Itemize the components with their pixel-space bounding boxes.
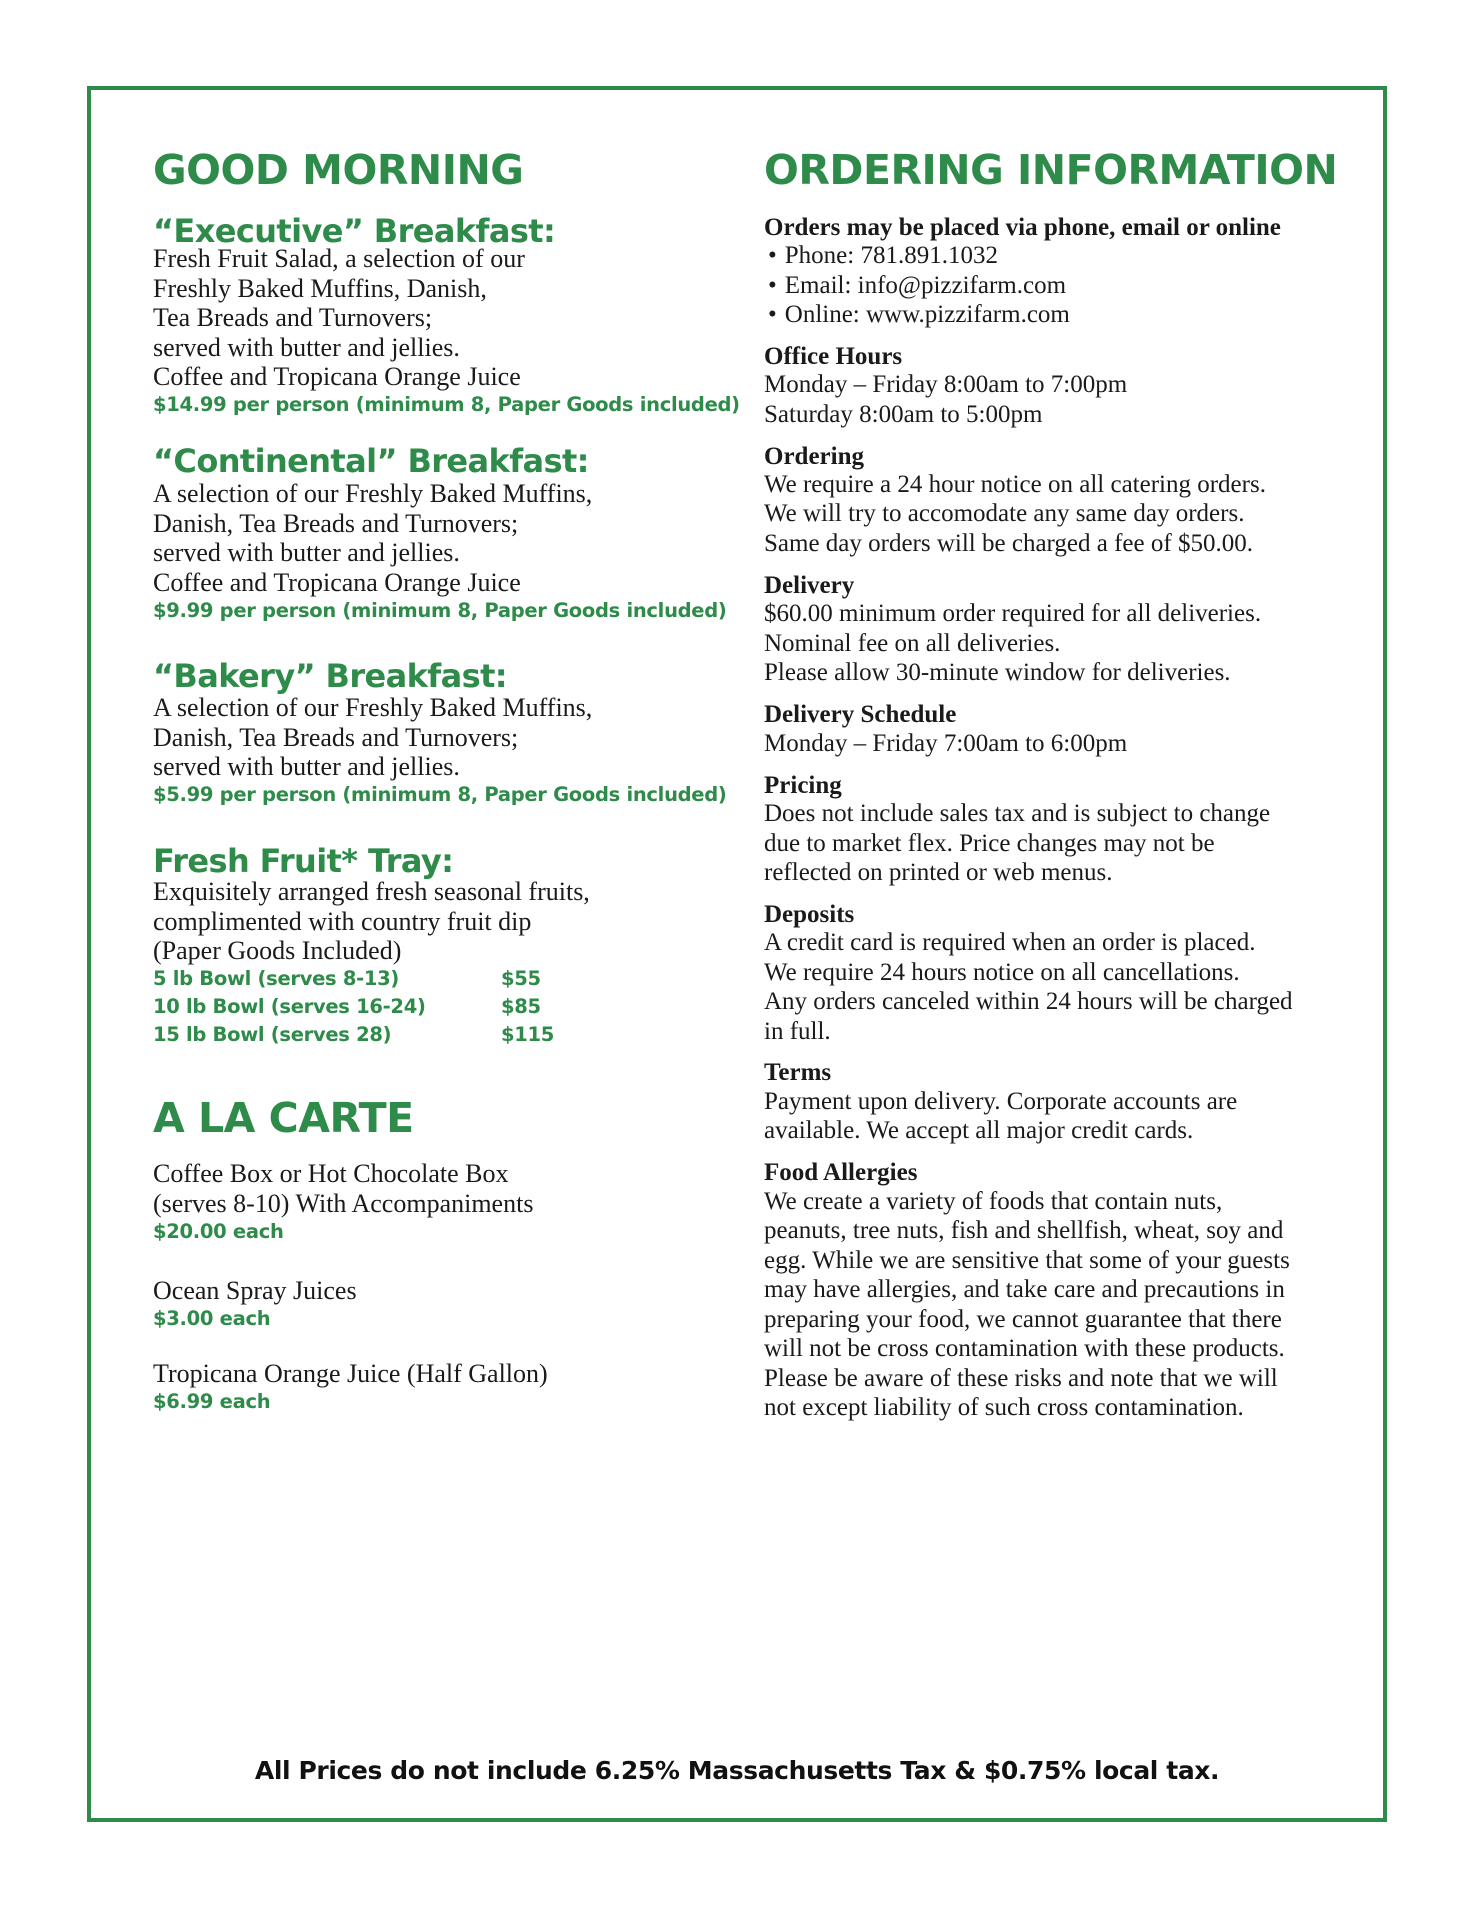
executive-desc-line: Coffee and Tropicana Orange Juice	[153, 362, 521, 391]
executive-price: $14.99 per person (minimum 8, Paper Goods included)	[153, 393, 740, 416]
food-allergies-line: preparing your food, we cannot guarantee that there	[764, 1306, 1282, 1333]
ordering-intro-head: Orders may be placed via phone, email or online	[764, 214, 1281, 241]
fruit-tray-size: 10 lb Bowl (serves 16-24)	[153, 995, 426, 1018]
fruit-tray-size-price: $115	[501, 1023, 555, 1046]
office-hours-head: Office Hours	[764, 343, 903, 370]
delivery-schedule-line: Monday – Friday 7:00am to 6:00pm	[764, 730, 1128, 757]
a-la-carte-title: A LA CARTE	[153, 1094, 414, 1142]
continental-desc-line: Coffee and Tropicana Orange Juice	[153, 568, 521, 597]
food-allergies-line: peanuts, tree nuts, fish and shellfish, wheat, soy and	[764, 1217, 1284, 1244]
fruit-tray-size-price: $85	[501, 995, 541, 1018]
executive-desc-line: Fresh Fruit Salad, a selection of our	[153, 244, 525, 273]
pricing-line: Does not include sales tax and is subject to change	[764, 800, 1271, 827]
terms-line: Payment upon delivery. Corporate accounts are	[764, 1088, 1238, 1115]
ordering-line: Same day orders will be charged a fee of $50.00.	[764, 530, 1253, 557]
executive-breakfast-title: “Executive” Breakfast:	[153, 212, 556, 250]
a-la-carte-item-line: Ocean Spray Juices	[153, 1276, 357, 1305]
delivery-line: Nominal fee on all deliveries.	[764, 630, 1061, 657]
fruit-tray-desc-line: complimented with country fruit dip	[153, 907, 532, 936]
delivery-line: $60.00 minimum order required for all deliveries.	[764, 600, 1262, 627]
executive-desc-line: Tea Breads and Turnovers;	[153, 303, 433, 332]
office-hours-line: Saturday 8:00am to 5:00pm	[764, 401, 1043, 428]
deposits-line: We require 24 hours notice on all cancellations.	[764, 959, 1240, 986]
continental-desc-line: served with butter and jellies.	[153, 538, 460, 567]
continental-price: $9.99 per person (minimum 8, Paper Goods included)	[153, 599, 727, 622]
office-hours-line: Monday – Friday 8:00am to 7:00pm	[764, 371, 1128, 398]
food-allergies-line: may have allergies, and take care and precautions in	[764, 1276, 1285, 1303]
ordering-line: We require a 24 hour notice on all catering orders.	[764, 471, 1266, 498]
a-la-carte-item-price: $3.00 each	[153, 1307, 271, 1330]
bakery-price: $5.99 per person (minimum 8, Paper Goods included)	[153, 783, 727, 806]
a-la-carte-item-line: (serves 8-10) With Accompaniments	[153, 1189, 534, 1218]
fruit-tray-title: Fresh Fruit* Tray:	[153, 842, 454, 880]
fruit-tray-desc-line: (Paper Goods Included)	[153, 936, 402, 965]
pricing-line: due to market flex. Price changes may not be	[764, 830, 1215, 857]
contact-email[interactable]: • Email: info@pizzifarm.com	[768, 268, 1066, 304]
contact-website[interactable]: • Online: www.pizzifarm.com	[768, 297, 1070, 333]
delivery-schedule-head: Delivery Schedule	[764, 701, 957, 728]
food-allergies-line: egg. While we are sensitive that some of your guests	[764, 1247, 1290, 1274]
fruit-tray-size-price: $55	[501, 967, 541, 990]
ordering-information-title: ORDERING INFORMATION	[764, 146, 1338, 194]
food-allergies-line: will not be cross contamination with these products.	[764, 1335, 1285, 1362]
delivery-head: Delivery	[764, 572, 855, 599]
executive-desc-line: served with butter and jellies.	[153, 333, 460, 362]
deposits-line: A credit card is required when an order is placed.	[764, 929, 1256, 956]
contact-phone[interactable]: • Phone: 781.891.1032	[768, 238, 998, 274]
a-la-carte-item-price: $6.99 each	[153, 1390, 271, 1413]
continental-breakfast-title: “Continental” Breakfast:	[153, 442, 589, 480]
bakery-desc-line: Danish, Tea Breads and Turnovers;	[153, 723, 519, 752]
menu-frame	[87, 86, 1387, 1822]
food-allergies-line: We create a variety of foods that contain nuts,	[764, 1188, 1223, 1215]
food-allergies-line: not except liability of such cross contamination.	[764, 1394, 1244, 1421]
pricing-line: reflected on printed or web menus.	[764, 859, 1113, 886]
delivery-line: Please allow 30-minute window for deliveries.	[764, 659, 1231, 686]
ordering-head: Ordering	[764, 443, 864, 470]
pricing-head: Pricing	[764, 772, 842, 799]
bakery-breakfast-title: “Bakery” Breakfast:	[153, 657, 507, 695]
deposits-line: in full.	[764, 1018, 831, 1045]
continental-desc-line: A selection of our Freshly Baked Muffins,	[153, 479, 593, 508]
a-la-carte-item-line: Tropicana Orange Juice (Half Gallon)	[153, 1359, 548, 1388]
good-morning-title: GOOD MORNING	[153, 146, 524, 194]
bakery-desc-line: served with butter and jellies.	[153, 752, 460, 781]
deposits-line: Any orders canceled within 24 hours will be charged	[764, 988, 1293, 1015]
terms-line: available. We accept all major credit cards.	[764, 1117, 1194, 1144]
a-la-carte-item-price: $20.00 each	[153, 1220, 284, 1243]
tax-footer-note: All Prices do not include 6.25% Massachusetts Tax & $0.75% local tax.	[254, 1756, 1220, 1785]
bakery-desc-line: A selection of our Freshly Baked Muffins,	[153, 693, 593, 722]
executive-desc-line: Freshly Baked Muffins, Danish,	[153, 274, 487, 303]
fruit-tray-size: 5 lb Bowl (serves 8-13)	[153, 967, 400, 990]
terms-head: Terms	[764, 1059, 832, 1086]
continental-desc-line: Danish, Tea Breads and Turnovers;	[153, 509, 519, 538]
food-allergies-line: Please be aware of these risks and note that we will	[764, 1365, 1278, 1392]
food-allergies-head: Food Allergies	[764, 1159, 918, 1186]
a-la-carte-item-line: Coffee Box or Hot Chocolate Box	[153, 1159, 509, 1188]
fruit-tray-size: 15 lb Bowl (serves 28)	[153, 1023, 392, 1046]
ordering-line: We will try to accomodate any same day orders.	[764, 500, 1245, 527]
deposits-head: Deposits	[764, 901, 855, 928]
fruit-tray-desc-line: Exquisitely arranged fresh seasonal fruits,	[153, 877, 590, 906]
